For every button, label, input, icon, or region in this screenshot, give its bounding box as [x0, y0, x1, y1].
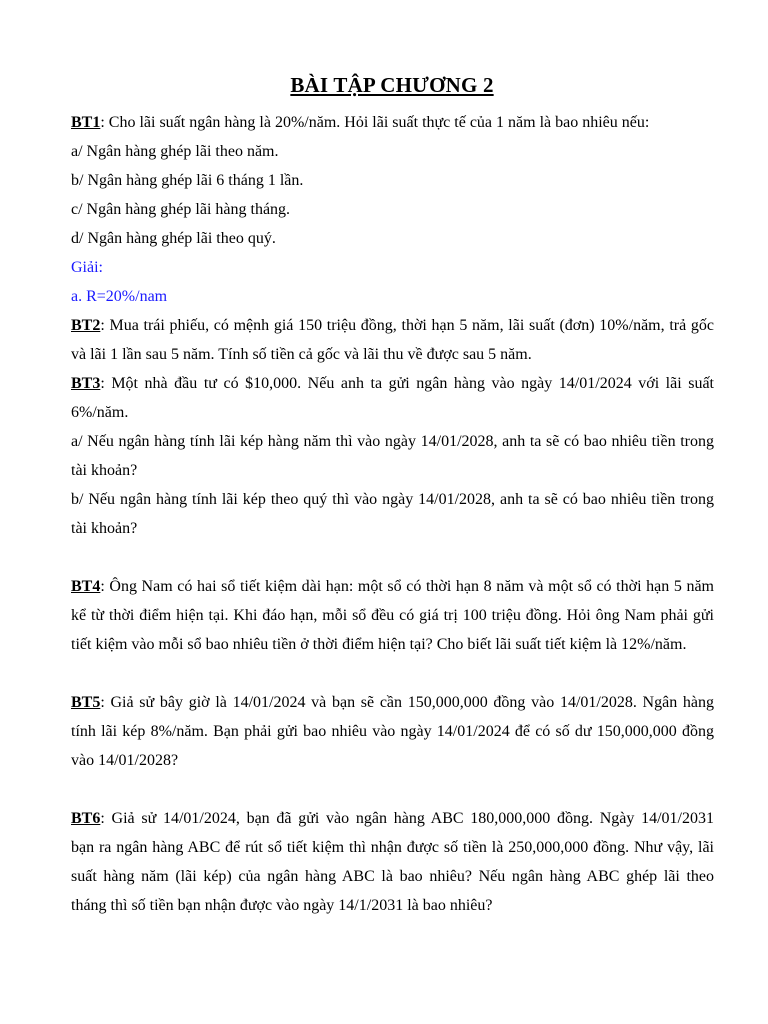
bt6-label: BT6	[71, 810, 101, 827]
bt1-question-line	[71, 108, 714, 137]
bt4-label: BT4	[71, 578, 101, 595]
bt3-option-a-line-2: tài khoản?	[71, 462, 138, 479]
bt3-line-2: 6%/năm.	[71, 404, 129, 421]
bt2-label: BT2	[71, 317, 101, 334]
bt3-label: BT3	[71, 375, 101, 392]
bt1-option-c: c/ Ngân hàng ghép lãi hàng tháng.	[71, 201, 291, 218]
bt5-text: : Giả sử bây giờ là 14/01/2024 và bạn sẽ cần 150,000,000 đồng vào 14/01/2028. Ngân hàng	[100, 694, 714, 711]
bt5-line-1	[71, 688, 714, 717]
bt1-text: : Cho lãi suất ngân hàng là 20%/năm. Hỏi lãi suất thực tế của 1 năm là bao nhiêu nếu:	[100, 114, 650, 131]
bt2-line-1	[71, 311, 714, 340]
bt4-line-3: tiết kiệm vào mỗi sổ bao nhiêu tiền ở thời điểm hiện tại? Cho biết lãi suất tiết kiệm là 12%/năm.	[71, 636, 687, 653]
bt3-text: : Một nhà đầu tư có $10,000. Nếu anh ta gửi ngân hàng vào ngày 14/01/2024 với lãi suất	[100, 375, 714, 392]
bt4-line-1	[71, 572, 714, 601]
bt3-line-1	[71, 369, 714, 398]
bt5-line-2: tính lãi kép 8%/năm. Bạn phải gửi bao nhiêu vào ngày 14/01/2024 để có số dư 150,000,000 đồng	[71, 723, 714, 740]
bt5-line-3: vào 14/01/2028?	[71, 752, 179, 769]
bt2-line-2: và lãi 1 lần sau 5 năm. Tính số tiền cả gốc và lãi thu về được sau 5 năm.	[71, 346, 532, 363]
page-title: BÀI TẬP CHƯƠNG 2	[290, 73, 494, 97]
bt6-line-3: suất hàng năm (lãi kép) của ngân hàng ABC là bao nhiêu? Nếu ngân hàng ABC ghép lãi theo	[71, 868, 714, 885]
bt1-option-d: d/ Ngân hàng ghép lãi theo quý.	[71, 230, 276, 247]
bt1-solution-label: Giải:	[71, 259, 103, 276]
bt1-label: BT1	[71, 114, 101, 131]
bt4-line-2: kể từ thời điểm hiện tại. Khi đáo hạn, mỗi sổ đều có giá trị 100 triệu đồng. Hỏi ông Nam phải gửi	[71, 607, 714, 624]
bt2-text: : Mua trái phiếu, có mệnh giá 150 triệu đồng, thời hạn 5 năm, lãi suất (đơn) 10%/năm, trả gốc	[100, 317, 714, 334]
bt1-solution-a: a. R=20%/nam	[71, 288, 168, 305]
bt6-line-2: bạn ra ngân hàng ABC để rút sổ tiết kiệm thì nhận được số tiền là 250,000,000 đồng. Như vậy, lãi	[71, 839, 714, 856]
bt3-option-b-line-1: b/ Nếu ngân hàng tính lãi kép theo quý thì vào ngày 14/01/2028, anh ta sẽ có bao nhiêu tiền trong	[71, 491, 714, 508]
bt6-line-4: tháng thì số tiền bạn nhận được vào ngày 14/1/2031 là bao nhiêu?	[71, 897, 493, 914]
bt6-line-1	[71, 804, 714, 833]
bt5-label: BT5	[71, 694, 101, 711]
bt3-option-a-line-1: a/ Nếu ngân hàng tính lãi kép hàng năm thì vào ngày 14/01/2028, anh ta sẽ có bao nhiêu tiền trong	[71, 433, 714, 450]
bt3-option-b-line-2: tài khoản?	[71, 520, 138, 537]
bt6-text: : Giả sử 14/01/2024, bạn đã gửi vào ngân hàng ABC 180,000,000 đồng. Ngày 14/01/2031	[100, 810, 714, 827]
bt1-option-b: b/ Ngân hàng ghép lãi 6 tháng 1 lần.	[71, 172, 304, 189]
bt4-text: : Ông Nam có hai sổ tiết kiệm dài hạn: một sổ có thời hạn 8 năm và một sổ có thời hạn 5 năm	[100, 578, 714, 595]
bt1-option-a: a/ Ngân hàng ghép lãi theo năm.	[71, 143, 279, 160]
